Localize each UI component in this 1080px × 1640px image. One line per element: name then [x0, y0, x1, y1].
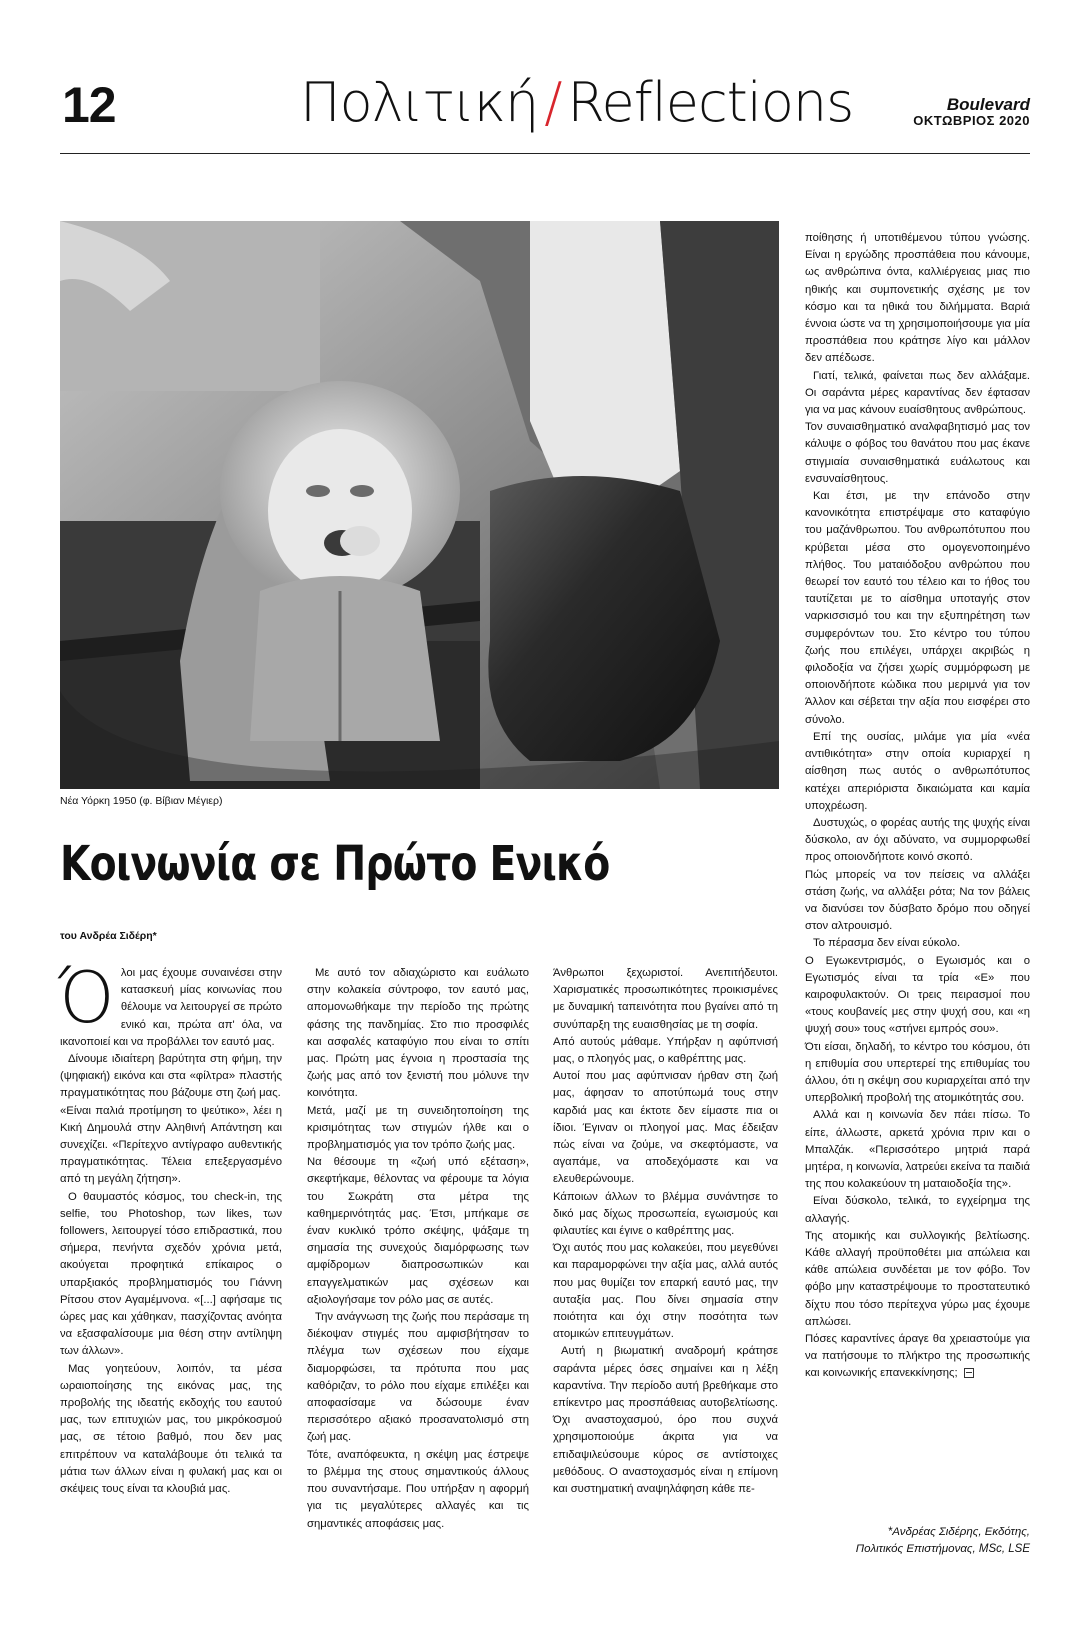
section-left: Πολιτική — [300, 71, 539, 134]
article-byline: του Ανδρέα Σιδέρη* — [60, 930, 157, 942]
paragraph: Κάποιων άλλων το βλέμμα συνάντησε το δικό μας δίχως προσωπεία, εγωισμούς και φιλαυτίες και έγινε ο καθρέπτης μας. — [553, 1190, 778, 1238]
paragraph: Άνθρωποι ξεχωριστοί. Ανεπιτήδευτοι. Χαρισματικές προσωπικότητες προικισμένες με δυναμική ταπεινότητα που βγαίνει από τη συνύπαρξη της ευαισθησίας με τη σοφία. — [553, 967, 778, 1031]
paragraph: Το πέρασμα δεν είναι εύκολο. — [813, 937, 961, 950]
issue-date: ΟΚΤΩΒΡΙΟΣ 2020 — [913, 112, 1030, 128]
paragraph: Την ανάγνωση της ζωής που περάσαμε τη διέκοψαν στιγμές που αμφισβήτησαν το πλέγμα των σχέσεων που είχαμε διαμορφώσει, τα πρότυπα που μας καθόριζαν, το ρόλο που είχαμε επιλέξει και αποφασίσαμε να δώσουμε έναν περισσότερο αξιακό προσανατολισμό στη ζωή μας. — [307, 1311, 529, 1444]
paragraph: Και έτσι, με την επάνοδο στην κανονικότητα επιστρέψαμε στο καταφύγιο του μαζάνθρωπου. Του ανθρωπότυπου που κρύβεται μέσα στο ομογενοποιημένο πλήθος. Του ματαιόδοξου ανθρώπου που θεωρεί τον εαυτό του τέλειο και το ήθος του ταυτίζεται με το αίσθημα υποταγής στον ναρκισσισμό του και την εξυπηρέτηση των συμφερόντων του. Στο κέντρο του τύπου ζωής που επιλέγει, υπάρχει ακριβώς η φιλοδοξία να ζήσει χωρίς συμμόρφωση με οποιονδήποτε κώδικα που μεριμνά για τον Άλλον και σέβεται την αξία που εισφέρει στο σύνολο. — [805, 490, 1030, 726]
page-number: 12 — [62, 77, 116, 133]
paragraph: Είναι δύσκολο, τελικά, το εγχείρημα της αλλαγής. — [805, 1195, 1030, 1225]
paragraph: Πώς μπορείς να τον πείσεις να αλλάξει στάση ζωής, να αλλάξει ρότα; Να τον βάλεις να διανύσει τον δύσβατο δρόμο που οδηγεί στον αλτρουισμό. — [805, 868, 1030, 933]
paragraph: Ο Εγωκεντρισμός, ο Εγωισμός και ο Εγωτισμός είναι τα τρία «Ε» που καιροφυλακτούν. Οι τρεις πειρασμοί που «τους κουβανείς μες στην ψυχή σου, και «η ψυχή σου» τους «στήνει εμπρός σου». — [805, 954, 1030, 1036]
paragraph: Επί της ουσίας, μιλάμε για μία «νέα αντιθικότητα» στην οποία κυριαρχεί η αίσθηση πως αυτός ο ανθρωπότυπος κατέχει απεριόριστα δικαιώματα και καμία υποχρέωση. — [805, 730, 1030, 812]
section-right: Reflections — [567, 71, 854, 134]
paragraph: Πόσες καραντίνες άραγε θα χρειαστούμε για να πατήσουμε το πλήκτρο της προσωπικής και κοινωνικής επανεκκίνησης; — [805, 1333, 1030, 1380]
article-photo — [60, 221, 779, 789]
paragraph: Δυστυχώς, ο φορέας αυτής της ψυχής είναι δύσκολο, αν όχι αδύνατο, να συμμορφωθεί προς οποιονδήποτε κοινό σκοπό. — [805, 816, 1030, 864]
paragraph: Αυτοί που μας αφύπνισαν ήρθαν στη ζωή μας, άφησαν το αποτύπωμά τους στην καρδιά μας και έκτοτε δεν είμαστε πια οι ίδιοι. Έγιναν οι πλοηγοί μας. Μας έδειξαν πώς είναι να ζούμε, να σκεφτόμαστε, να αγαπάμε, να αποδεχόμαστε και να ελευθερώνουμε. — [553, 1070, 778, 1186]
paragraph: Όλοι μας έχουμε συναινέσει στην κατασκευή μίας κοινωνίας που θέλουμε να λειτουργεί σε πρώτο ενικό και, πρώτα απ' όλα, να ικανοποιεί και να προβάλλει τον εαυτό μας. — [58, 957, 282, 1048]
paragraph: Γιατί, τελικά, φαίνεται πως δεν αλλάξαμε. Οι σαράντα μέρες καραντίνας δεν έφτασαν για να μας κάνουν ευαίσθητους ανθρώπους. — [805, 369, 1030, 417]
brand-logo: Boulevard — [946, 95, 1030, 114]
paragraph: Ο θαυμαστός κόσμος, του check-in, της selfie, του Photoshop, των likes, των followers, λειτουργεί τόσο επιδραστικά, που σήμερα, πενήντα σχεδόν χρόνια μετά, ακούγεται προφητικά επίκαιρος ο υπαρξιακός προβληματισμός του Γιάννη Ρίτσου στον Αγαμέμνονα. «[...] αφήσαμε τις ώρες μας και χάθηκαν, πασχίζοντας ανόητα να εξασφαλίσουμε μια θέση στην αντίληψη των άλλων». — [60, 1190, 282, 1358]
paragraph: «Είναι παλιά προτίμηση το ψεύτικο», λέει η Κική Δημουλά στην Αληθινή Απάντηση και συνεχίζει. «Περίτεχνο αντίγραφο αυθεντικής πραγματικότητας. Τέλεια επεξεργασμένο από τη μεγάλη ζήτηση». — [60, 1104, 282, 1186]
header-divider — [60, 153, 1030, 154]
photo-caption: Νέα Υόρκη 1950 (φ. Βίβιαν Μέγιερ) — [60, 795, 223, 807]
author-note-line: Πολιτικός Επιστήμονας, MSc, LSE — [855, 1543, 1030, 1555]
paragraph: Όχι αυτός που μας κολακεύει, που μεγεθύνει και παραμορφώνει την αξία μας, αλλά αυτός που μας θυμίζει τον επαρκή εαυτό μας, την αυταξία μας. Που δίνει σημασία στην ποιότητα και όχι στην ποσότητα των ατομικών επιτευγμάτων. — [553, 1242, 778, 1341]
article-column-2 — [307, 965, 529, 1533]
paragraph: Να θέσουμε τη «ζωή υπό εξέταση», σκεφτήκαμε, θέλοντας να φέρουμε τα λόγια του Σωκράτη στα μέτρα της καθημερινότητάς μας. Έτσι, μπήκαμε σε έναν κυκλικό τρόπο σκέψης, ψάξαμε τη σημασία της συνεχούς διαμόρφωσης των αμφίδρομων διαπροσωπικών και επαγγελματικών μας σχέσεων και αξιολογήσαμε τον ρόλο μας σε αυτές. — [307, 1156, 529, 1306]
article-column-3 — [553, 965, 778, 1498]
photo-image — [60, 221, 779, 789]
paragraph: Αλλά και η κοινωνία δεν πάει πίσω. Το είπε, άλλωστε, αρκετά χρόνια πριν και ο Μπαλζάκ. «Περισσότερο μητριά παρά μητέρα, η κοινωνία, λατρεύει εκείνα τα παιδιά της που κολακεύουν τη ματαιοδοξία της». — [805, 1109, 1031, 1191]
paragraph: Μας γοητεύουν, λοιπόν, τα μέσα ωραιοποίησης της εικόνας μας, της προβολής της ιδεατής εκδοχής του εαυτού μας, των επιτυχιών μας, του μικρόκοσμού μας, σε τέτοιο βαθμό, που δεν μας επιτρέπουν να καταλάβουμε ότι τελικά τα μάτια των άλλων είναι η φυλακή μας και οι σκέψεις τους είναι τα κλουβιά μας. — [60, 1362, 282, 1496]
paragraph: Της ατομικής και συλλογικής βελτίωσης. Κάθε αλλαγή προϋποθέτει μια απώλεια και κάθε απώλεια συνδέεται με τον φόβο. Τον φόβο μην καταστρέψουμε το προστατευτικό δίχτυ που τόσο περίτεχνα γύρω μας έχουμε απλώσει. — [805, 1229, 1030, 1328]
paragraph: ποίθησης ή υποτιθέμενου τύπου γνώσης. Είναι η εργώδης προσπάθεια που κάνουμε, ως ανθρώπινα όντα, καλλιέργειας μιας πιο ηθικής και συμπονετικής σχέσης με τον κόσμο και τα ηθικά του διλήμματα. Βαριά έννοια ώστε να τη χρησιμοποιήσουμε για μία προσπάθεια που κράτησε λίγο και μάλλον δεν απέδωσε. — [805, 232, 1030, 365]
paragraph: Τότε, αναπόφευκτα, η σκέψη μας έστρεψε το βλέμμα της στους σημαντικούς άλλους που συναντήσαμε. Που υπήρξαν η αφορμή για τις μεγαλύτερες αλλαγές και τις σημαντικές αποφάσεις μας. — [307, 1448, 529, 1530]
article-column-4 — [805, 230, 1030, 1383]
article-headline: Κοινωνία σε Πρώτο Ενικό — [60, 836, 610, 892]
paragraph: Με αυτό τον αδιαχώριστο και ευάλωτο στην κολακεία σύντροφο, τον εαυτό μας, απομονωθήκαμε την περίοδο της πρώτης φάσης της πανδημίας. Στο πιο προσφιλές και ασφαλές καταφύγιο που είναι το σπίτι μας. Πρώτη μας έγνοια η προστασία της ζωής μας από τον ξενιστή που μόλυνε την κοινότητα. — [307, 967, 529, 1100]
paragraph: Από αυτούς μάθαμε. Υπήρξαν η αφύπνισή μας, ο πλοηγός μας, ο καθρέπτης μας. — [553, 1035, 778, 1066]
publication-brand — [913, 96, 1030, 127]
section-title — [300, 71, 854, 134]
article-column-1 — [58, 957, 282, 1498]
paragraph: Ότι είσαι, δηλαδή, το κέντρο του κόσμου, ότι η επιθυμία σου υπερτερεί της επιθυμίας του άλλου, ότι η σκέψη σου κυριαρχείται από την υπερβολική προβολή της ατομικότητάς σου. — [805, 1040, 1030, 1105]
author-note-line: *Ανδρέας Σιδέρης, Εκδότης, — [887, 1526, 1030, 1538]
paragraph: Αυτή η βιωματική αναδρομή κράτησε σαράντα μέρες όσες σημαίνει και η λέξη καραντίνα. Την περίοδο αυτή βρεθήκαμε στο επίκεντρο μας προσπάθειας αυτοβελτίωσης. Όχι αναστοχασμού, όρο που συχνά χρησιμοποιούμε άκριτα για να επιδαψιλεύσουμε κύρος σε αντίστοιχες μεθόδους. Ο αναστοχασμός είναι η επίμονη και συστηματική αναψηλάφηση κάθε πε- — [553, 1345, 778, 1496]
paragraph: Τον συναισθηματικό αναλφαβητισμό μας τον κάλυψε ο φόβος του θανάτου που μας έκανε στιγμιαία συναισθηματικά ευάλωτους και ενσυναίσθητους. — [805, 421, 1030, 485]
drop-cap: Ό — [58, 957, 115, 1039]
end-mark-icon — [964, 1368, 974, 1378]
paragraph: Δίνουμε ιδιαίτερη βαρύτητα στη φήμη, την (ψηφιακή) εικόνα και στα «φίλτρα» πλαστής πραγματικότητας που βάζουμε στη ζωή μας. — [60, 1053, 282, 1100]
author-note — [805, 1524, 1030, 1558]
paragraph: Μετά, μαζί με τη συνειδητοποίηση της κρισιμότητας των στιγμών ήλθε και ο προβληματισμός για τον τρόπο ζωής μας. — [307, 1104, 529, 1152]
section-slash: / — [544, 71, 562, 134]
